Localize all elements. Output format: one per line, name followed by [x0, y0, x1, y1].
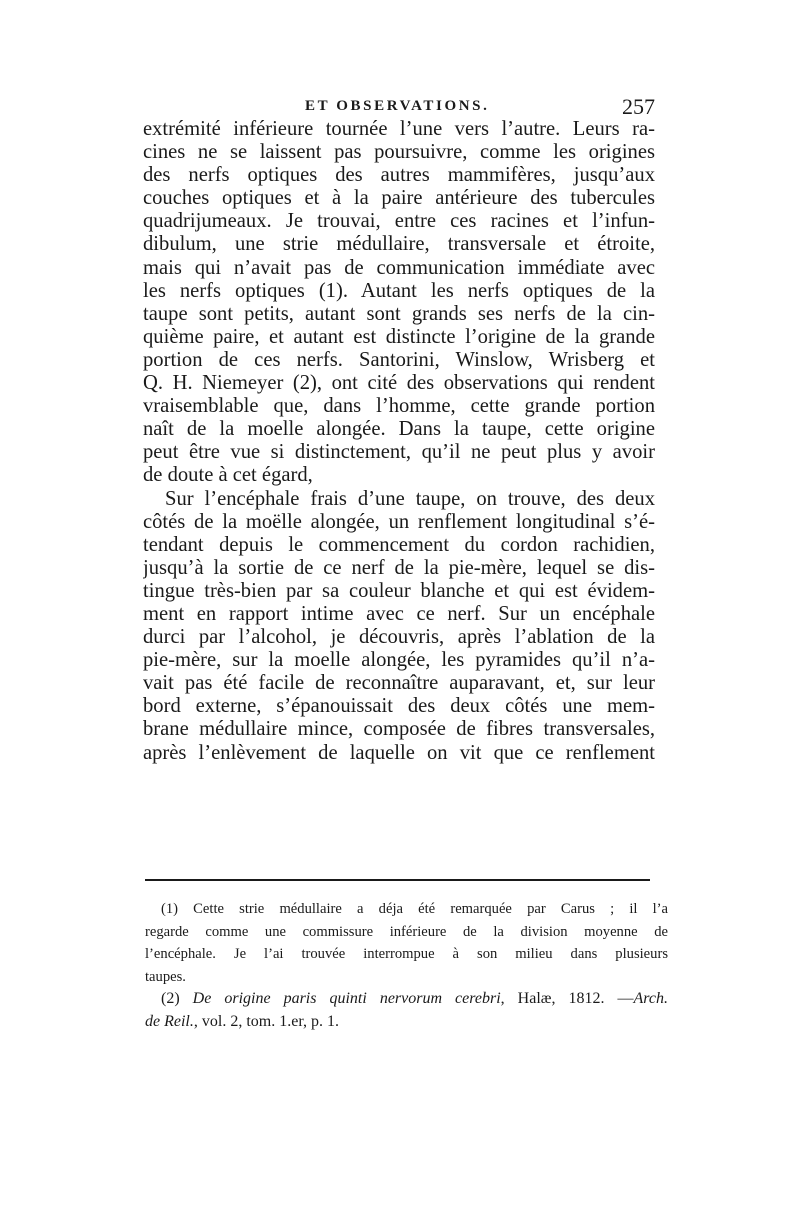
text-line: naît de la moelle alongée. Dans la taupe, cette origine — [143, 418, 655, 441]
footnote-divider — [145, 879, 650, 881]
paragraph-start-line: Sur l’encéphale frais d’une taupe, on trouve, des deux — [165, 487, 655, 510]
text-line: durci par l’alcohol, je découvris, après l’ablation de la — [143, 626, 655, 649]
text-line: couches optiques et à la paire antérieure des tubercules — [143, 187, 655, 210]
footnote-1-line: l’encéphale. Je l’ai trouvée interrompue à son milieu dans plusieurs — [145, 946, 668, 962]
footnote-2-line — [145, 1011, 668, 1034]
text-line: des nerfs optiques des autres mammifères, jusqu’aux — [143, 164, 655, 187]
text-line: vraisemblable que, dans l’homme, cette grande portion — [143, 395, 655, 418]
text-line: peut être vue si distinctement, qu’il ne peut plus y avoir — [143, 441, 655, 464]
text-line: jusqu’à la sortie de ce nerf de la pie-mère, lequel se dis- — [143, 556, 655, 579]
text-line: quième paire, et autant est distincte l’origine de la grande — [143, 325, 655, 348]
text-line: quadrijumeaux. Je trouvai, entre ces racines et l’infun- — [143, 210, 655, 233]
running-head — [145, 96, 655, 120]
text-line: bord externe, s’épanouissait des deux côtés une mem- — [143, 695, 655, 718]
text-line: vait pas été facile de reconnaître auparavant, et, sur leur — [143, 672, 655, 695]
footnote-1-line: (1) Cette strie médullaire a déja été remarquée par Carus ; il l’a — [161, 901, 668, 917]
text-line: portion de ces nerfs. Santorini, Winslow, Wrisberg et — [143, 348, 655, 371]
footnote-2-publication: , Halæ, 1812. — — [500, 990, 634, 1007]
text-line: tingue très-bien par sa couleur blanche et qui est évidem- — [143, 579, 655, 602]
page-number: 257 — [622, 94, 655, 119]
footnote-2-journal: Arch. — [633, 990, 668, 1007]
footnote-2-journal-cont: de Reil. — [145, 1012, 194, 1030]
text-line: pie-mère, sur la moelle alongée, les pyramides qu’il n’a- — [143, 649, 655, 672]
text-line: tendant depuis le commencement du cordon rachidien, — [143, 533, 655, 556]
text-line: mais qui n’avait pas de communication immédiate avec — [143, 256, 655, 279]
footnotes — [145, 898, 668, 1033]
text-line: taupe sont petits, autant sont grands ses nerfs de la cin- — [143, 302, 655, 325]
footnote-2-marker: (2) — [161, 990, 180, 1007]
body-text — [143, 118, 655, 765]
text-line: après l’enlèvement de laquelle on vit que ce renflement — [143, 741, 655, 764]
paragraph-end-line: de doute à cet égard, — [143, 464, 313, 487]
text-line: brane médullaire mince, composée de fibres transversales, — [143, 718, 655, 741]
text-line: côtés de la moëlle alongée, un renflement longitudinal s’é- — [143, 510, 655, 533]
running-title: ET OBSERVATIONS. — [305, 98, 490, 114]
text-line: ment en rapport intime avec ce nerf. Sur un encéphale — [143, 602, 655, 625]
text-line: dibulum, une strie médullaire, transversale et étroite, — [143, 233, 655, 256]
text-line: extrémité inférieure tournée l’une vers l’autre. Leurs ra- — [143, 118, 655, 140]
footnote-1-line: taupes. — [145, 968, 186, 985]
text-line: cines ne se laissent pas poursuivre, comme les origines — [143, 141, 655, 164]
text-line: les nerfs optiques (1). Autant les nerfs optiques de la — [143, 279, 655, 302]
text-line: Q. H. Niemeyer (2), ont cité des observations qui rendent — [143, 372, 655, 395]
footnote-2-line — [145, 988, 668, 1011]
footnote-2-reference: , vol. 2, tom. 1.er, p. 1. — [193, 1012, 339, 1030]
footnote-2-title: De origine paris quinti nervorum cerebri — [192, 990, 501, 1007]
footnote-1-line: regarde comme une commissure inférieure de la division moyenne de — [145, 923, 668, 940]
